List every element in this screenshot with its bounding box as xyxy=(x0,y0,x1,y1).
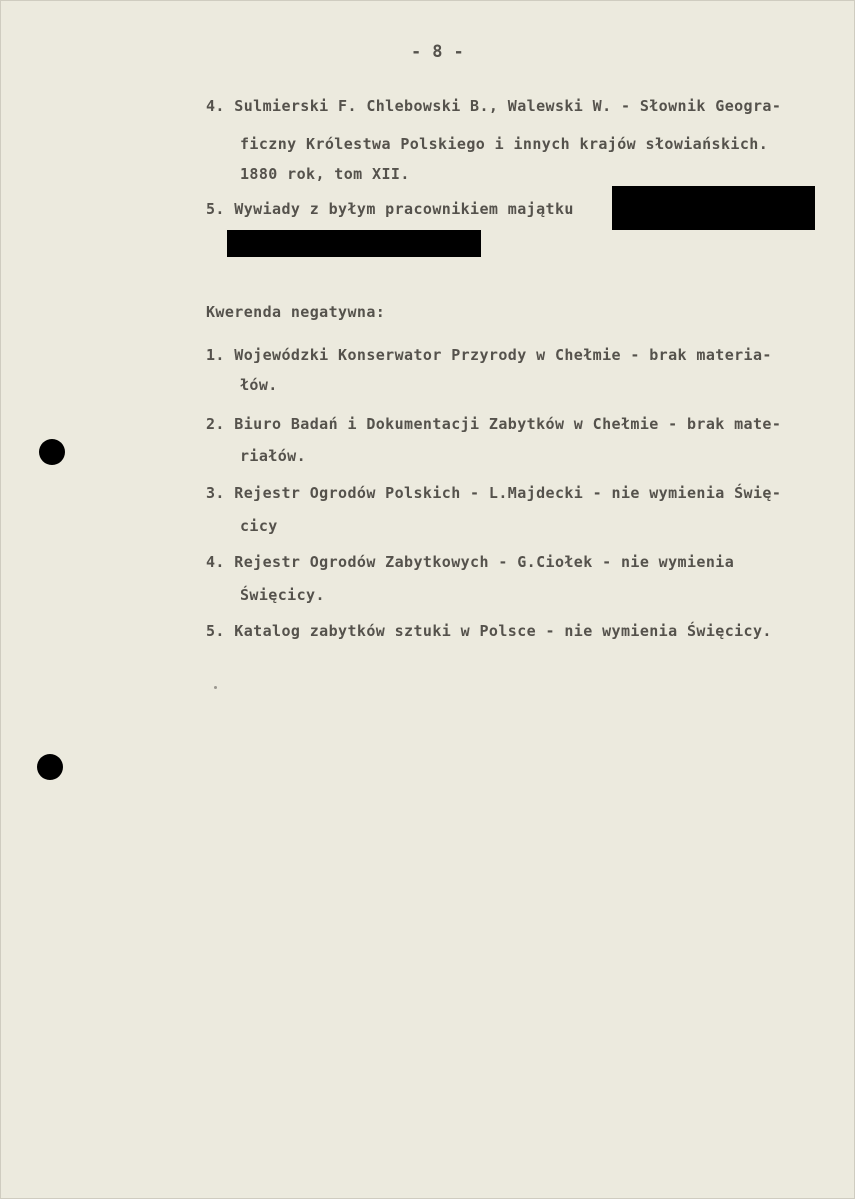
binder-hole xyxy=(39,439,65,465)
negative-item-5-line-1: 5. Katalog zabytków sztuki w Polsce - nie wymienia Święcicy. xyxy=(206,622,772,640)
negative-item-2-line-1: 2. Biuro Badań i Dokumentacji Zabytków w Chełmie - brak mate- xyxy=(206,415,782,433)
negative-item-3-line-2: cicy xyxy=(240,517,278,535)
source-4-line-2: ficzny Królestwa Polskiego i innych krajów słowiańskich. xyxy=(240,135,769,153)
redaction-block xyxy=(227,230,481,257)
negative-query-heading: Kwerenda negatywna: xyxy=(206,303,386,321)
page-number: - 8 - xyxy=(411,42,465,62)
negative-item-4-line-1: 4. Rejestr Ogrodów Zabytkowych - G.Ciołek - nie wymienia xyxy=(206,553,735,571)
source-4-line-1: 4. Sulmierski F. Chlebowski B., Walewski W. - Słownik Geogra- xyxy=(206,97,782,115)
binder-hole xyxy=(37,754,63,780)
source-5-line-1: 5. Wywiady z byłym pracownikiem majątku xyxy=(206,200,574,218)
negative-item-2-line-2: riałów. xyxy=(240,447,307,465)
negative-item-1-line-1: 1. Wojewódzki Konserwator Przyrody w Chełmie - brak materia- xyxy=(206,346,772,364)
paper-speck xyxy=(214,686,217,689)
negative-item-4-line-2: Święcicy. xyxy=(240,586,325,604)
negative-item-3-line-1: 3. Rejestr Ogrodów Polskich - L.Majdecki - nie wymienia Świę- xyxy=(206,484,782,502)
negative-item-1-line-2: łów. xyxy=(240,376,278,394)
redaction-block xyxy=(612,186,815,230)
source-4-line-3: 1880 rok, tom XII. xyxy=(240,165,410,183)
